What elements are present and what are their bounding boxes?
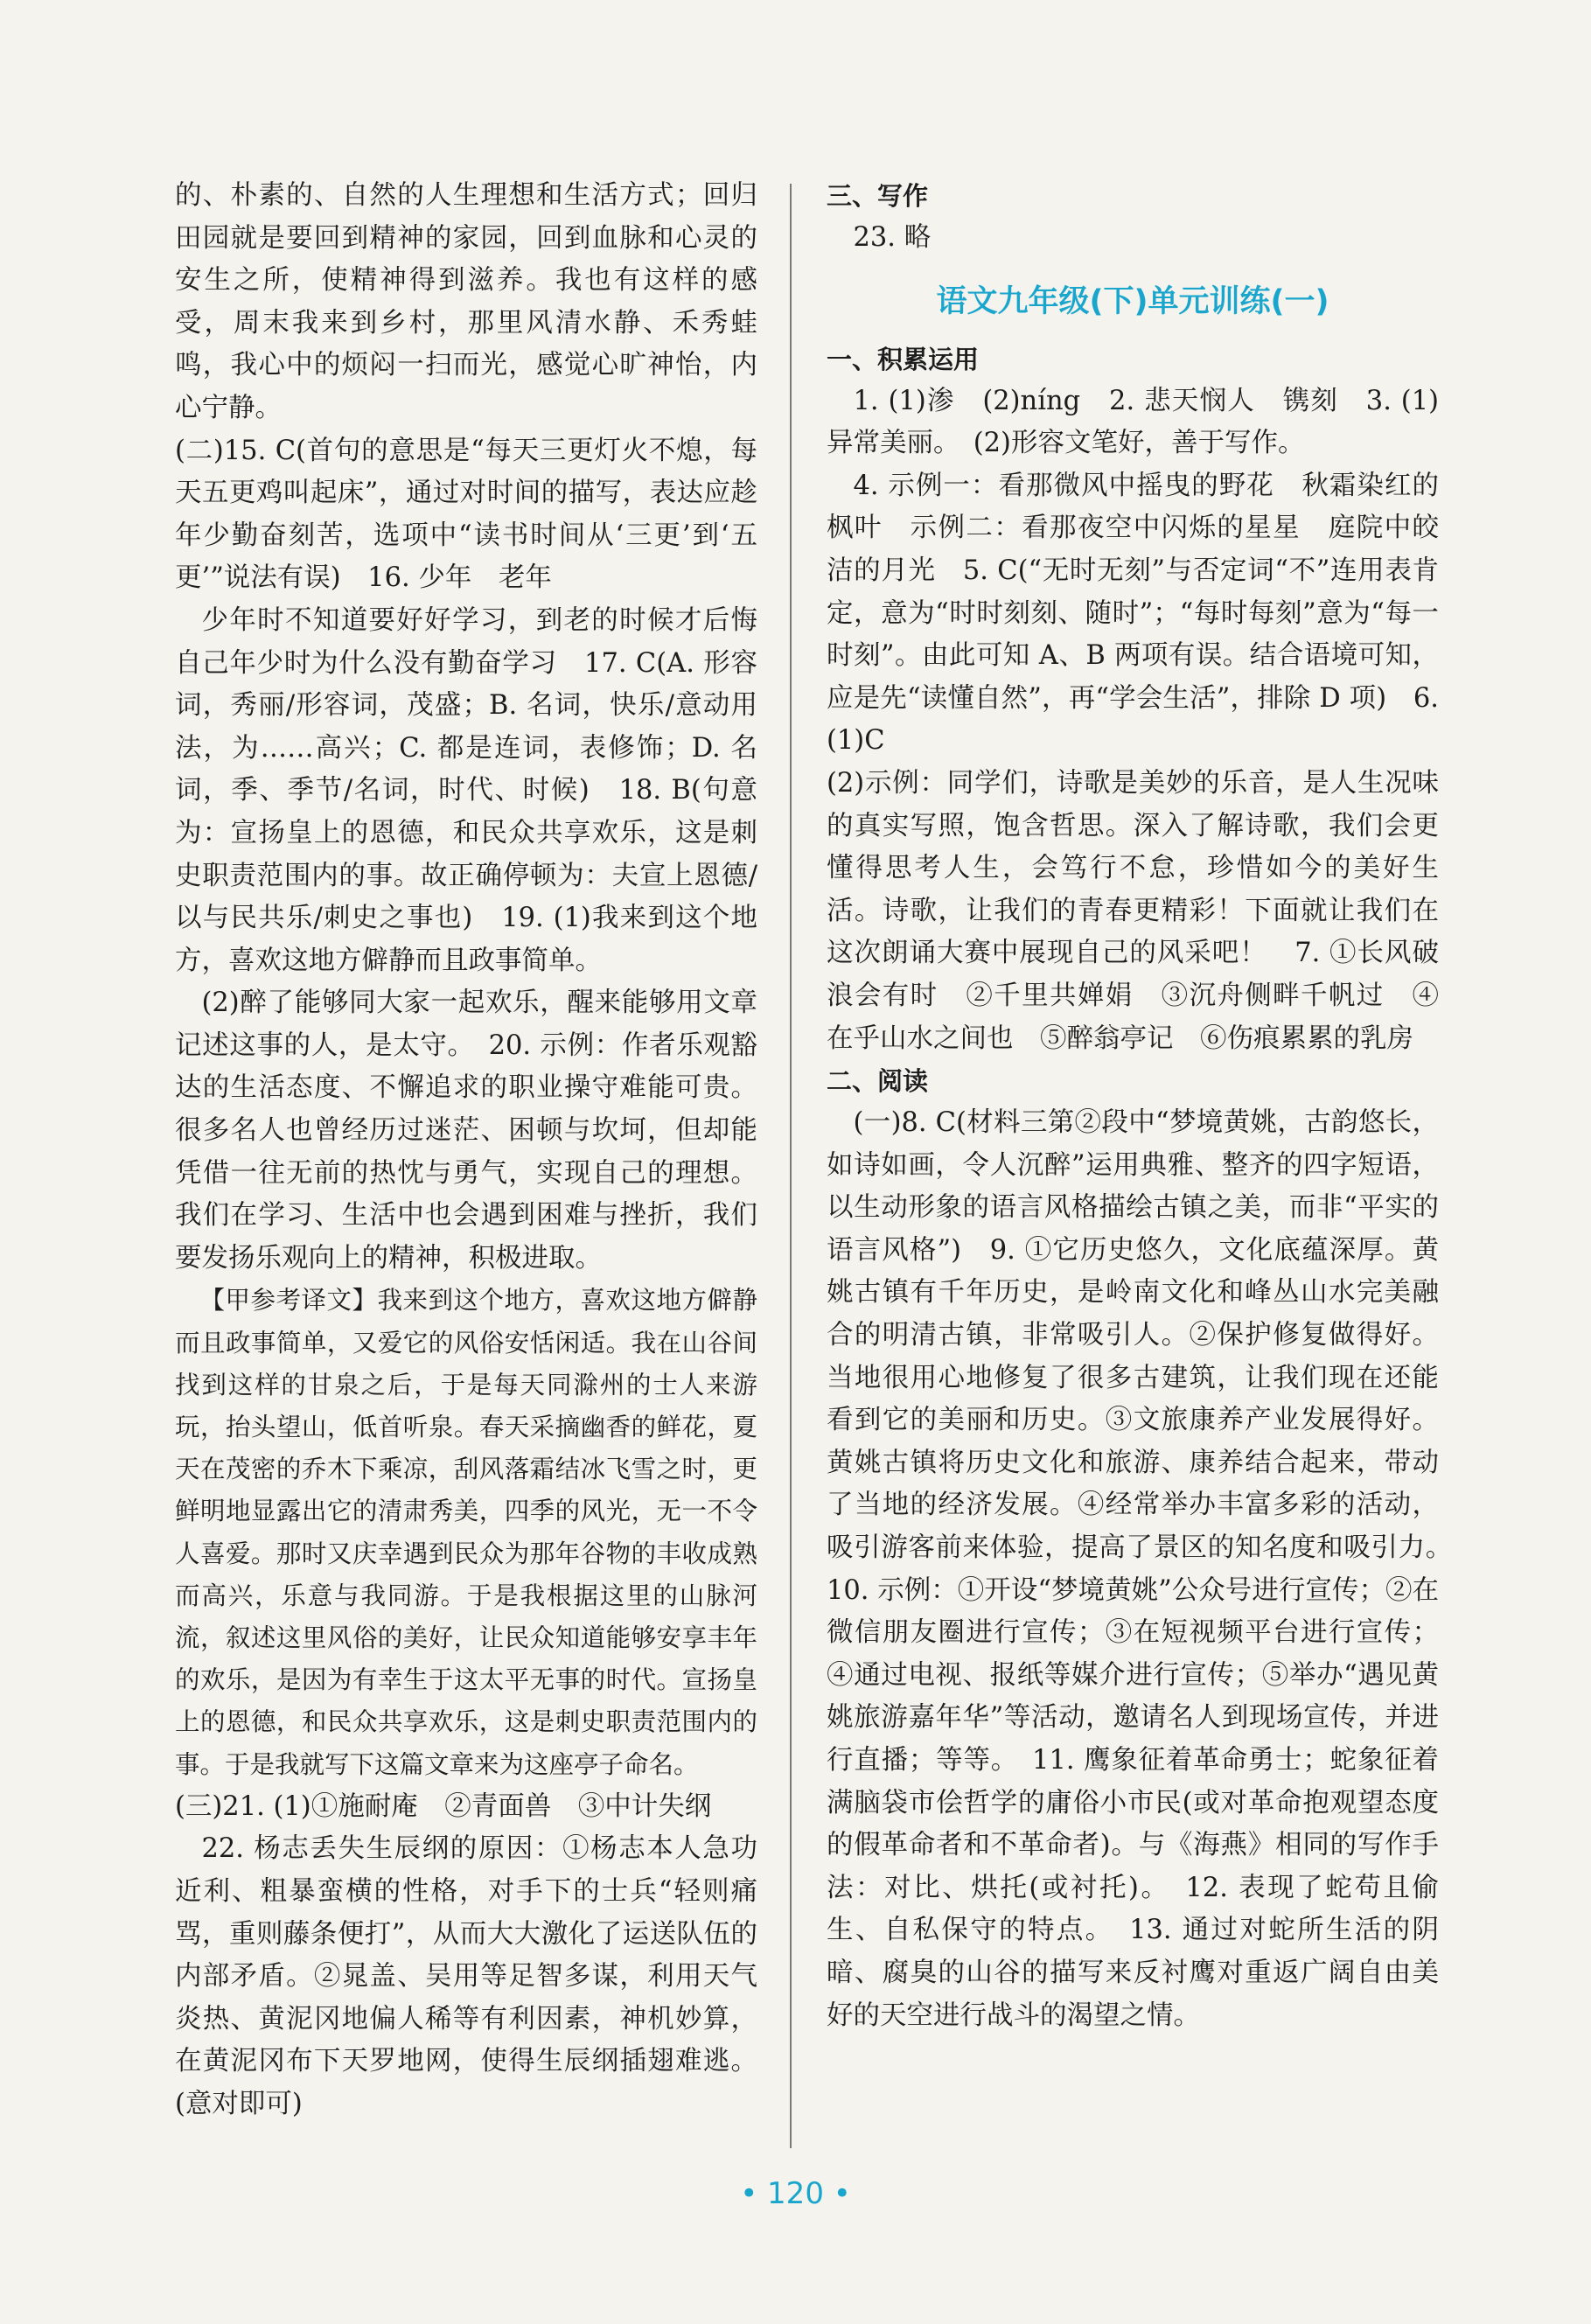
paragraph-q22: 22. 杨志丢失生辰纲的原因：①杨志本人急功近利、粗暴蛮横的性格，对手下的士兵“轻则痛骂，重则藤条便打”，从而大大激化了运送队伍的内部矛盾。②晁盖、吴用等足智多谋，利用天气炎热、黄泥冈地偏人稀等有利因素，神机妙算，在黄泥冈布下天罗地网，使得生辰纲插翅难逃。(意对即可) [175,1833,757,2120]
paragraph-rural-life: 的、朴素的、自然的人生理想和生活方式；回归田园就是要回到精神的家园，回到血脉和心灵的安生之所，使精神得到滋养。我也有这样的感受，周末我来到乡村，那里风清水静、禾秀蛙鸣，我心中的烦闷一扫而光，感觉心旷神怡，内心宁静。 [175,180,757,423]
column-divider [790,184,792,2148]
paragraph-q19-20: (2)醉了能够同大家一起欢乐，醒来能够用文章记述这事的人，是太守。 20. 示例：作者乐观豁达的生活态度、不懈追求的职业操守难能可贵。很多名人也曾经历过迷茫、困顿与坎坷，但却能凭借一往无前的热忱与勇气，实现自己的理想。我们在学习、生活中也会遇到困难与挫折，我们要发扬乐观向上的精神，积极进取。 [175,988,757,1274]
paragraph-q16-19: 少年时不知道要好好学习，到老的时候才后悔自己年少时为什么没有勤奋学习 17. C(A. 形容词，秀丽/形容词，茂盛；B. 名词，快乐/意动用法，为……高兴；C. 都是连词，表修饰；D. 名词，季、季节/名词，时代、时候) 18. B(句意为：宣扬皇上的恩德，和民众共享欢乐，这是刺史职责范围内的事。故正确停顿为：夫宣上恩德/以与民共乐/刺史之事也) 19. (1)我来到这个地方，喜欢这地方僻静而且政事简单。 [175,604,757,976]
paragraph-section-3-q21: (三)21. (1)①施耐庵 ②青面兽 ③中计失纲 [175,1790,712,1822]
paragraph-translation: 【甲参考译文】我来到这个地方，喜欢这地方僻静而且政事简单，又爱它的风俗安恬闲适。我在山谷间找到这样的甘泉之后，于是每天同滁州的士人来游玩，抬头望山，低首听泉。春天采摘幽香的鲜花，夏天在茂密的乔木下乘凉，刮风落霜结冰飞雪之时，更鲜明地显露出它的清肃秀美，四季的风光，无一不令人喜爱。那时又庆幸遇到民众为那年谷物的丰收成熟而高兴，乐意与我同游。于是我根据这里的山脉河流，叙述这里风俗的美好，让民众知道能够安享丰年的欢乐，是因为有幸生于这太平无事的时代。宣扬皇上的恩德，和民众共享欢乐，这是刺史职责范围内的事。于是我就写下这篇文章来为这座亭子命名。 [175,1286,757,1779]
unit-title: 语文九年级(下)单元训练(一) [936,283,1329,319]
accumulate-q4-6: 4. 示例一：看那微风中摇曳的野花 秋霜染红的枫叶 示例二：看那夜空中闪烁的星星 庭院中皎洁的月光 5. C(“无时无刻”与否定词“不”连用表肯定，意为“时时刻刻、随时”；“每时每刻”意为“每一时刻”。由此可知 A、B 两项有误。结合语境可知，应是先“读懂自然”，再“学会生活”，排除 D 项) 6. (1)C [827,470,1439,757]
paragraph-section-2-q15-16: (二)15. C(首句的意思是“每天三更灯火不熄，每天五更鸡叫起床”，通过对时间的描写，表达应趁年少勤奋刻苦，选项中“读书时间从‘三更’到‘五更’”说法有误) 16. 少年 老年 [175,435,757,594]
right-column [827,175,1466,2037]
heading-reading: 二、阅读 [827,1066,929,1097]
left-column [175,175,757,2126]
accumulate-q1-3: 1. (1)渗 (2)níng 2. 悲天悯人 镌刻 3. (1)异常美丽。 (2)形容文笔好，善于写作。 [827,385,1439,459]
heading-writing: 三、写作 [827,181,929,211]
accumulate-q6-7: (2)示例：同学们，诗歌是美妙的乐音，是人生况味的真实写照，饱含哲思。深入了解诗歌，我们会更懂得思考人生，会笃行不怠，珍惜如今的美好生活。诗歌，让我们的青春更精彩！下面就让我们在这次朗诵大赛中展现自己的风采吧！ 7. ①长风破浪会有时 ②千里共婵娟 ③沉舟侧畔千帆过 ④在乎山水之间也 ⑤醉翁亭记 ⑥伤痕累累的乳房 [827,767,1439,1054]
reading-answers: (一)8. C(材料三第②段中“梦境黄姚，古韵悠长，如诗如画，令人沉醉”运用典雅、整齐的四字短语，以生动形象的语言风格描绘古镇之美，而非“平实的语言风格”) 9. ①它历史悠久，文化底蕴深厚。黄姚古镇有千年历史，是岭南文化和峰丛山水完美融合的明清古镇，非常吸引人。②保护修复做得好。当地很用心地修复了很多古建筑，让我们现在还能看到它的美丽和历史。③文旅康养产业发展得好。黄姚古镇将历史文化和旅游、康养结合起来，带动了当地的经济发展。④经常举办丰富多彩的活动，吸引游客前来体验，提高了景区的知名度和吸引力。 10. 示例：①开设“梦境黄姚”公众号进行宣传；②在微信朋友圈进行宣传；③在短视频平台进行宣传；④通过电视、报纸等媒介进行宣传；⑤举办“遇见黄姚旅游嘉年华”等活动，邀请名人到现场宣传，并进行直播；等等。 11. 鹰象征着革命勇士；蛇象征着满脑袋市侩哲学的庸俗小市民(或对革命抱观望态度的假革命者和不革命者)。与《海燕》相同的写作手法：对比、烘托(或衬托)。 12. 表现了蛇苟且偷生、自私保守的特点。 13. 通过对蛇所生活的阴暗、腐臭的山谷的描写来反衬鹰对重返广阔自由美好的天空进行战斗的渴望之情。 [827,1107,1466,2031]
item-23: 23. 略 [853,222,932,253]
page-number: • 120 • [740,2176,851,2211]
heading-accumulate: 一、积累运用 [827,344,980,374]
